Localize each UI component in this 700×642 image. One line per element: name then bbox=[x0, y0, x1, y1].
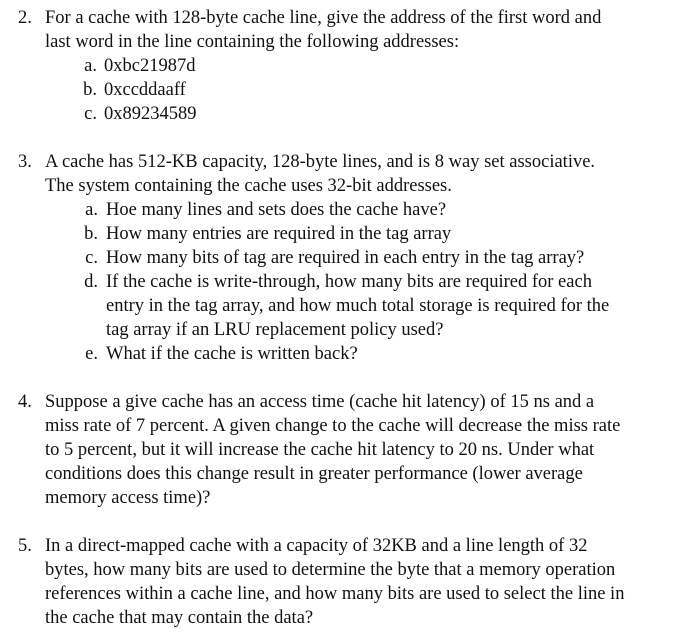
sub-item-text: How many bits of tag are required in each entry in the tag array? bbox=[106, 248, 585, 268]
sub-item-3b bbox=[0, 222, 700, 246]
sub-item-2a bbox=[0, 54, 700, 78]
question-number: 2. bbox=[18, 8, 32, 28]
question-text bbox=[45, 6, 693, 54]
question-number: 5. bbox=[18, 536, 32, 556]
sub-item-letter: c. bbox=[84, 104, 97, 124]
question-line: conditions does this change result in greater performance (lower average bbox=[45, 464, 583, 484]
question-line: memory access time)? bbox=[45, 488, 211, 508]
question-line: references within a cache line, and how many bits are used to select the line in bbox=[45, 584, 625, 604]
sub-item-letter: b. bbox=[84, 224, 98, 244]
sub-item-letter: e. bbox=[85, 344, 98, 364]
sub-item-text: tag array if an LRU replacement policy used? bbox=[106, 320, 444, 340]
sub-item-text: 0xbc21987d bbox=[104, 56, 196, 76]
question-line: bytes, how many bits are used to determine the byte that a memory operation bbox=[45, 560, 616, 580]
question-number: 3. bbox=[18, 152, 32, 172]
sub-item-letter: b. bbox=[83, 80, 97, 100]
sub-item-3d bbox=[0, 270, 700, 342]
sub-item-text: entry in the tag array, and how much total storage is required for the bbox=[106, 296, 610, 316]
question-line: In a direct-mapped cache with a capacity of 32KB and a line length of 32 bbox=[45, 536, 588, 556]
sub-item-text: How many entries are required in the tag array bbox=[106, 224, 452, 244]
question-line: to 5 percent, but it will increase the cache hit latency to 20 ns. Under what bbox=[45, 440, 595, 460]
question-text bbox=[45, 150, 693, 198]
question-line: Suppose a give cache has an access time (cache hit latency) of 15 ns and a bbox=[45, 392, 595, 412]
sub-item-text: If the cache is write-through, how many bits are required for each bbox=[106, 272, 592, 292]
sub-item-letter: a. bbox=[85, 200, 98, 220]
sub-item-text: Hoe many lines and sets does the cache have? bbox=[106, 200, 447, 220]
sub-item-text: What if the cache is written back? bbox=[106, 344, 358, 364]
question-text bbox=[45, 390, 693, 510]
sub-item-text: 0xccddaaff bbox=[104, 80, 186, 100]
question-line: the cache that may contain the data? bbox=[45, 608, 314, 628]
question-line: last word in the line containing the following addresses: bbox=[45, 32, 460, 52]
sub-item-2b bbox=[0, 78, 700, 102]
sub-item-letter: d. bbox=[84, 272, 98, 292]
question-number: 4. bbox=[18, 392, 32, 412]
sub-item-3c bbox=[0, 246, 700, 270]
sub-item-3e bbox=[0, 342, 700, 366]
sub-item-text: 0x89234589 bbox=[104, 104, 197, 124]
question-line: miss rate of 7 percent. A given change to the cache will decrease the miss rate bbox=[45, 416, 621, 436]
question-text bbox=[45, 534, 693, 630]
question-line: A cache has 512-KB capacity, 128-byte lines, and is 8 way set associative. bbox=[45, 152, 596, 172]
sub-item-letter: a. bbox=[84, 56, 97, 76]
question-line: The system containing the cache uses 32-bit addresses. bbox=[45, 176, 452, 196]
sub-item-3a bbox=[0, 198, 700, 222]
sub-item-letter: c. bbox=[85, 248, 98, 268]
sub-item-2c bbox=[0, 102, 700, 126]
question-line: For a cache with 128-byte cache line, give the address of the first word and bbox=[45, 8, 602, 28]
